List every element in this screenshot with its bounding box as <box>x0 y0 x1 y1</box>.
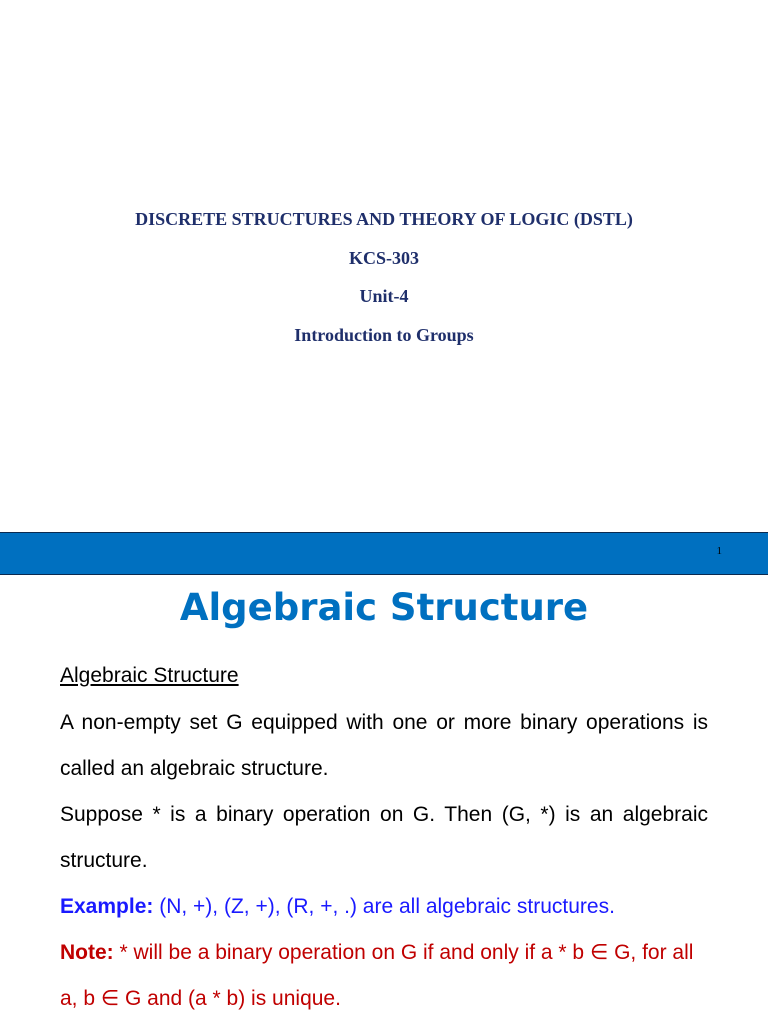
slide-footer-bar <box>0 532 768 575</box>
sub-heading: Algebraic Structure <box>60 664 239 687</box>
unit-label: Unit-4 <box>359 286 409 306</box>
topic-title: Introduction to Groups <box>294 324 474 345</box>
title-block <box>0 200 768 354</box>
definition-paragraph: A non-empty set G equipped with one or more binary operations is called an algebraic structure. <box>60 711 708 780</box>
note-line <box>60 930 708 1022</box>
example-line <box>60 884 708 930</box>
course-code: KCS-303 <box>348 247 419 268</box>
note-text: * will be a binary operation on G if and only if a * b ∈ G, for all a, b ∈ G and (a * b) is unique. <box>60 941 694 1010</box>
content-slide <box>0 576 768 1024</box>
operation-paragraph: Suppose * is a binary operation on G. Then (G, *) is an algebraic structure. <box>60 803 708 872</box>
slide-body <box>60 656 708 1022</box>
page-number: 1 <box>716 545 722 557</box>
course-title: DISCRETE STRUCTURES AND THEORY OF LOGIC (DSTL) <box>135 209 633 229</box>
example-text: (N, +), (Z, +), (R, +, .) are all algebraic structures. <box>153 895 615 918</box>
example-label: Example: <box>60 895 154 918</box>
note-label: Note: <box>60 941 114 964</box>
slide-heading: Algebraic Structure <box>179 586 589 629</box>
